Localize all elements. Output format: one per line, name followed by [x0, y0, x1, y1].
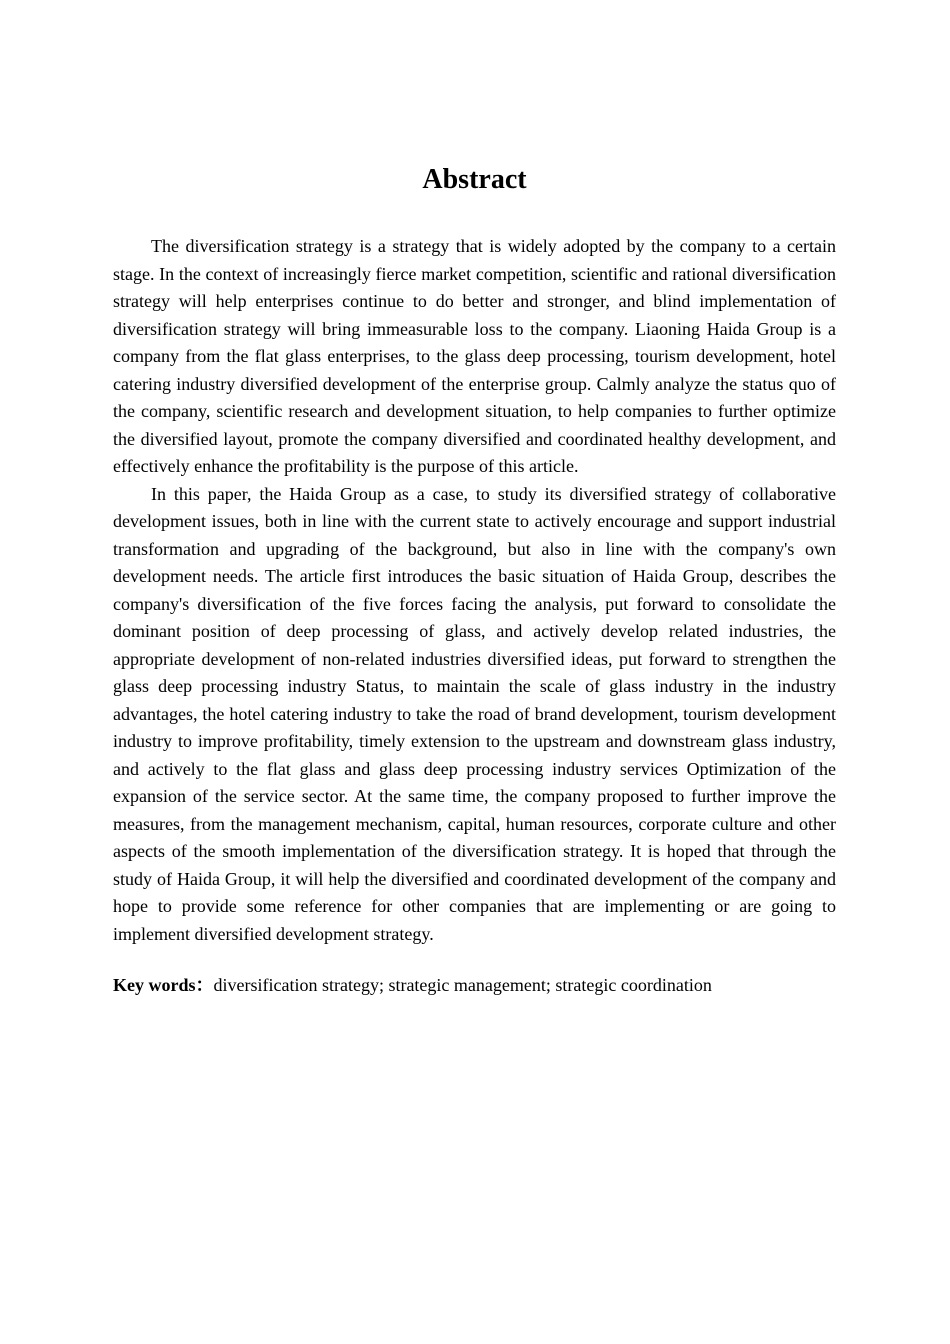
abstract-page — [113, 160, 836, 1000]
keywords-label: Key words： — [113, 975, 214, 995]
abstract-title: Abstract — [422, 164, 527, 195]
keywords-line — [113, 972, 836, 1000]
abstract-paragraph-2: In this paper, the Haida Group as a case, to study its diversified strategy of collaborative development issues, both in line with the current state to actively encourage and support industrial transformation and upgrading of the background, but also in line with the company's own development needs. The article first introduces the basic situation of Haida Group, describes the company's diversification of the five forces facing the analysis, put forward to consolidate the dominant position of deep processing of glass, and actively develop related industries, the appropriate development of non-related industries diversified ideas, put forward to strengthen the glass deep processing industry Status, to maintain the scale of glass industry in the industry advantages, the hotel catering industry to take the road of brand development, tourism development industry to improve profitability, timely extension to the upstream and downstream glass industry, and actively to the flat glass and glass deep processing industry services Optimization of the expansion of the service sector. At the same time, the company proposed to further improve the measures, from the management mechanism, capital, human resources, corporate culture and other aspects of the smooth implementation of the diversification strategy. It is hoped that through the study of Haida Group, it will help the diversified and coordinated development of the company and hope to provide some reference for other companies that are implementing or are going to implement diversified development strategy. — [113, 483, 836, 944]
abstract-paragraph-1: The diversification strategy is a strategy that is widely adopted by the company to a certain stage. In the context of increasingly fierce market competition, scientific and rational diversification strategy will help enterprises continue to do better and stronger, and blind implementation of diversification strategy will bring immeasurable loss to the company. Liaoning Haida Group is a company from the flat glass enterprises, to the glass deep processing, tourism development, hotel catering industry diversified development of the enterprise group. Calmly analyze the status quo of the company, scientific research and development situation, to help companies to further optimize the diversified layout, promote the company diversified and coordinated healthy development, and effectively enhance the profitability is the purpose of this article. — [113, 236, 836, 476]
keywords-text: diversification strategy; strategic management; strategic coordination — [213, 975, 712, 995]
